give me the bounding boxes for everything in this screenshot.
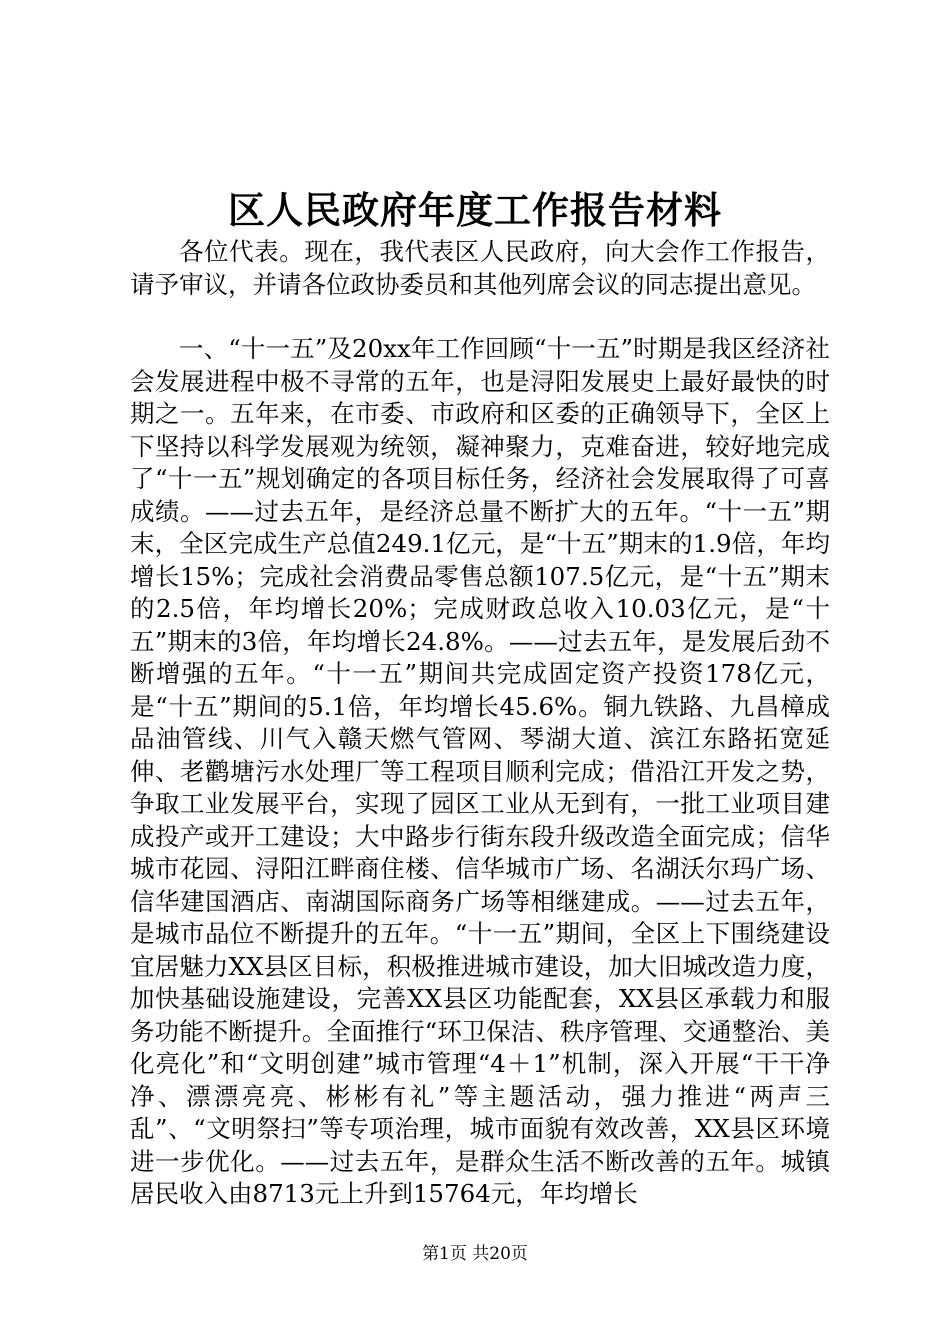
page-footer: 第1页 共20页 bbox=[422, 1244, 528, 1264]
document-body bbox=[130, 236, 830, 1211]
paragraph-review: 一、“十一五”及20xx年工作回顾“十一五”时期是我区经济社会发展进程中极不寻常的五年，也是浔阳发展史上最好最快的时期之一。五年来，在市委、市政府和区委的正确领导下，全区上下坚持以科学发展观为统领，凝神聚力，克难奋进，较好地完成了“十一五”规划确定的各项目标任务，经济社会发展取得了可喜成绩。——过去五年，是经济总量不断扩大的五年。“十一五”期末，全区完成生产总值249.1亿元，是“十五”期末的1.9倍，年均增长15%；完成社会消费品零售总额107.5亿元，是“十五”期末的2.5倍，年均增长20%；完成财政总收入10.03亿元，是“十五”期末的3倍，年均增长24.8%。——过去五年，是发展后劲不断增强的五年。“十一五”期间共完成固定资产投资178亿元，是“十五”期间的5.1倍，年均增长45.6%。铜九铁路、九昌樟成品油管线、川气入赣天燃气管网、琴湖大道、滨江东路拓宽延伸、老鹳塘污水处理厂等工程项目顺利完成；借沿江开发之势，争取工业发展平台，实现了园区工业从无到有，一批工业项目建成投产或开工建设；大中路步行街东段升级改造全面完成；信华城市花园、浔阳江畔商住楼、信华城市广场、名湖沃尔玛广场、信华建国酒店、南湖国际商务广场等相继建成。——过去五年，是城市品位不断提升的五年。“十一五”期间，全区上下围绕建设宜居魅力XX县区目标，积极推进城市建设，加大旧城改造力度，加快基础设施建设，完善XX县区功能配套，XX县区承载力和服务功能不断提升。全面推行“环卫保洁、秩序管理、交通整治、美化亮化”和“文明创建”城市管理“4＋1”机制，深入开展“干干净净、漂漂亮亮、彬彬有礼”等主题活动，强力推进“两声三乱”、“文明祭扫”等专项治理，城市面貌有效改善，XX县区环境进一步优化。——过去五年，是群众生活不断改善的五年。城镇居民收入由8713元上升到15764元，年均增长 bbox=[130, 334, 830, 1208]
paragraph-greeting: 各位代表。现在，我代表区人民政府，向大会作工作报告，请予审议，并请各位政协委员和其他列席会议的同志提出意见。 bbox=[130, 237, 830, 299]
document-title: 区人民政府年度工作报告材料 bbox=[228, 188, 722, 232]
